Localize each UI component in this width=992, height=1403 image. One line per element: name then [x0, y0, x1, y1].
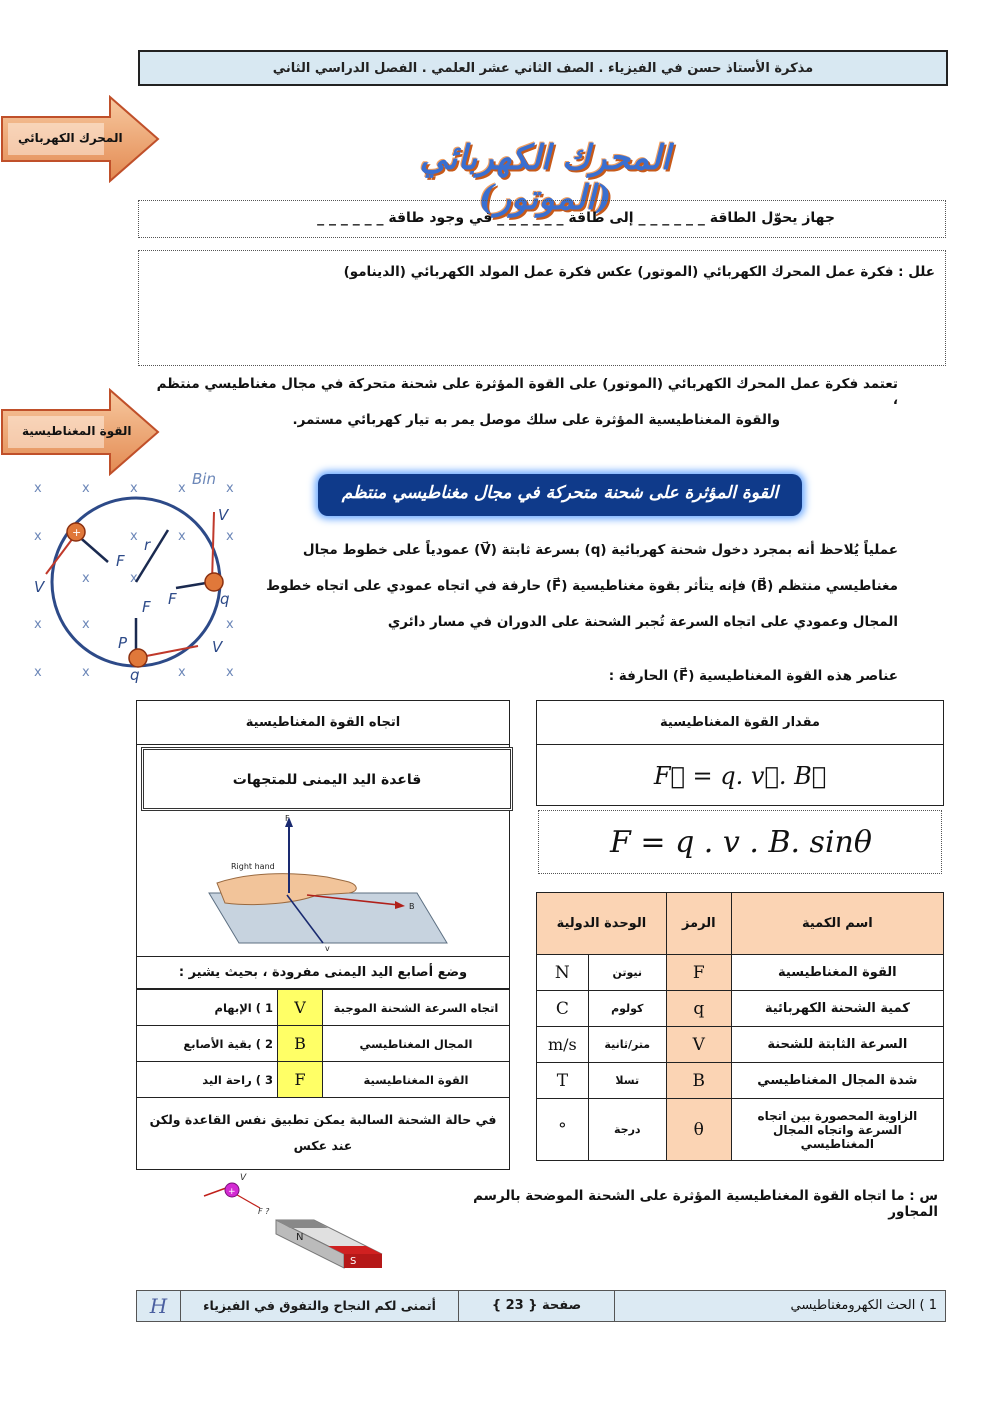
table-row [537, 1027, 944, 1063]
rule-box: قاعدة اليد اليمنى للمتجهات [141, 747, 513, 811]
section-title-box [318, 474, 802, 516]
cross-mark: x [82, 571, 90, 586]
hand-figure [137, 811, 509, 957]
finger-name: 2 ) بقية الأصابع [137, 1026, 278, 1062]
unit-name: تسلا [588, 1063, 666, 1099]
paragraph-line2: مغناطيسي منتظم (B⃗) فإنه يتأثر بقوة مغناطيسية (F⃗) حارفة في اتجاه عمودي على اتجاه خطوط [266, 578, 898, 594]
unit-name: درجة [588, 1099, 666, 1161]
note-text: في حالة الشحنة السالبة يمكن تطبيق نفس القاعدة ولكن عند عكس [149, 1112, 497, 1153]
finger-table [136, 989, 510, 1098]
cross-mark: x [178, 665, 186, 680]
magnet-figure [196, 1172, 396, 1282]
label-f: F [142, 598, 151, 616]
direction-box [136, 700, 510, 1170]
direction-header: اتجاه القوة المغناطيسية [137, 701, 509, 745]
table-row [137, 1026, 510, 1062]
hand-label: F [285, 814, 290, 823]
finger-symbol: F [278, 1062, 323, 1098]
magnitude-header: مقدار القوة المغناطيسية [537, 701, 943, 745]
formula-scalar-box [538, 810, 942, 874]
hand-svg [137, 811, 509, 957]
unit-name: متر/ثانية [588, 1027, 666, 1063]
magnet-n: N [296, 1232, 304, 1243]
quantity-symbol: B [666, 1063, 731, 1099]
hand-label: Right hand [231, 862, 275, 871]
cross-mark: x [82, 481, 90, 496]
b-field-label: Bin [192, 470, 216, 488]
table-row [537, 955, 944, 991]
unit-symbol: m/s [537, 1027, 589, 1063]
depend-line2: والقوة المغناطيسية المؤثرة على سلك موصل يمر به تيار كهربائي مستمر. [292, 412, 780, 428]
cross-mark: x [226, 665, 234, 680]
instruction-text: وضع أصابع اليد اليمنى مفرودة ، بحيث يشير : [137, 957, 509, 989]
unit-symbol: C [537, 991, 589, 1027]
page-header [138, 50, 948, 86]
label-f: F [168, 590, 177, 608]
quantity-name: كمية الشحنة الكهربائية [731, 991, 943, 1027]
header-symbol: الرمز [666, 893, 731, 955]
cross-mark: x [226, 617, 234, 632]
finger-symbol: V [278, 990, 323, 1026]
magnet-svg [196, 1172, 396, 1282]
circular-motion-diagram [28, 462, 248, 692]
paragraph-line3: المجال وعمودي على اتجاه السرعة تُجبر الشحنة على الدوران في مسار دائري [387, 614, 898, 630]
magnet-v: V [240, 1173, 247, 1183]
tag-arrow-motor [0, 95, 160, 183]
table-row [137, 990, 510, 1026]
quantity-symbol: θ [666, 1099, 731, 1161]
header-name: اسم الكمية [731, 893, 943, 955]
unit-name: كولوم [588, 991, 666, 1027]
cross-mark: x [226, 529, 234, 544]
label-f: F [116, 552, 125, 570]
unit-symbol: ° [537, 1099, 589, 1161]
footer-logo: H [137, 1291, 181, 1321]
paragraph-line1: عملياً يُلاحظ أنه بمجرد دخول شحنة كهربائية (q) بسرعة ثابتة (V⃗) عمودياً على خطوط مجال [302, 542, 898, 558]
quantity-symbol: q [666, 991, 731, 1027]
unit-name: نيوتن [588, 955, 666, 991]
magnitude-box [536, 700, 944, 806]
charge-dot [129, 649, 147, 667]
definition-text: جهاز يحوّل الطاقة _ _ _ _ _ _ إلى طاقة _ _ _ _ _ _ في وجود طاقة _ _ _ _ _ _ [317, 210, 835, 226]
header-unit: الوحدة الدولية [537, 893, 667, 955]
cross-mark: x [34, 617, 42, 632]
reason-text: علل : فكرة عمل المحرك الكهربائي (الموتور) عكس فكرة عمل المولد الكهربائي (الدينامو) [343, 264, 935, 280]
quantity-name: القوة المغناطيسية [731, 955, 943, 991]
label-v: V [34, 578, 45, 596]
label-r: r [144, 536, 151, 554]
charge-dot [205, 573, 223, 591]
magnet-plus: + [228, 1187, 236, 1197]
cross-mark: x [34, 665, 42, 680]
quantity-symbol: V [666, 1027, 731, 1063]
definition-box [138, 200, 946, 238]
cross-mark: x [130, 481, 138, 496]
quantity-symbol: F [666, 955, 731, 991]
cross-mark: x [34, 529, 42, 544]
quantity-name: شدة المجال المغناطيسي [731, 1063, 943, 1099]
hand-label: B [409, 902, 415, 911]
unit-symbol: T [537, 1063, 589, 1099]
label-v: V [218, 506, 229, 524]
formula-scalar: F = q . v . B. sinθ [610, 825, 872, 860]
finger-desc: المجال المغناطيسي [323, 1026, 510, 1062]
finger-name: 1 ) الإبهام [137, 990, 278, 1026]
cross-mark: x [178, 481, 186, 496]
finger-desc: اتجاه السرعة الشحنة الموجبة [323, 990, 510, 1026]
main-title: المحرك الكهربائي (الموتور) [419, 138, 671, 218]
finger-symbol: B [278, 1026, 323, 1062]
finger-desc: القوة المغناطيسية [323, 1062, 510, 1098]
header-text: مذكرة الأستاذ حسن في الفيزياء . الصف الثاني عشر العلمي . الفصل الدراسي الثاني [272, 61, 814, 76]
depend-line1: تعتمد فكرة عمل المحرك الكهربائي (الموتور) على القوة المؤثرة على شحنة متحركة في مجال مغناطيسي منتظم ، [156, 376, 898, 408]
label-q: q [130, 666, 140, 684]
footer-page: صفحة { 23 } [459, 1291, 615, 1321]
section-title: القوة المؤثرة على شحنة متحركة في مجال مغناطيسي منتظم [341, 483, 779, 503]
quantity-name: الزاوية المحصورة بين اتجاه السرعة واتجاه المجال المغناطيسي [731, 1099, 943, 1161]
unit-symbol: N [537, 955, 589, 991]
cross-mark: x [178, 529, 186, 544]
magnet-s: S [350, 1256, 357, 1267]
cross-mark: x [130, 529, 138, 544]
hand-label: v [325, 944, 330, 953]
units-table [536, 892, 944, 1161]
footer-bar [136, 1290, 946, 1322]
cross-mark: x [226, 481, 234, 496]
question-text: س : ما اتجاه القوة المغناطيسية المؤثرة على الشحنة الموضحة بالرسم المجاور [473, 1188, 938, 1220]
elements-title: عناصر هذه القوة المغناطيسية (F⃗) الحارفة : [608, 668, 898, 684]
quantity-name: السرعة الثابتة للشحنة [731, 1027, 943, 1063]
label-v: V [212, 638, 223, 656]
formula-vector: F⃗ = q. v⃗. B⃗ [653, 762, 827, 790]
label-q: q [220, 590, 230, 608]
plus-sign: + [72, 526, 82, 539]
footer-wish: أتمنى لكم النجاح والتفوق في الفيزياء [181, 1291, 459, 1321]
footer-chapter: 1 ) الحث الكهرومغناطيسي [790, 1298, 937, 1313]
magnet-f: F ? [258, 1207, 270, 1216]
tag-label-force: القوة المغناطيسية [22, 424, 132, 438]
table-row [137, 1062, 510, 1098]
cross-mark: x [34, 481, 42, 496]
cross-mark: x [130, 571, 138, 586]
reason-box [138, 250, 946, 366]
table-row [537, 1063, 944, 1099]
table-row [537, 1099, 944, 1161]
label-p: P [118, 634, 128, 652]
cross-mark: x [82, 665, 90, 680]
tag-label-motor: المحرك الكهربائي [18, 131, 123, 145]
finger-name: 3 ) راحة اليد [137, 1062, 278, 1098]
cross-mark: x [82, 617, 90, 632]
table-row [537, 991, 944, 1027]
diagram-svg [28, 462, 248, 692]
